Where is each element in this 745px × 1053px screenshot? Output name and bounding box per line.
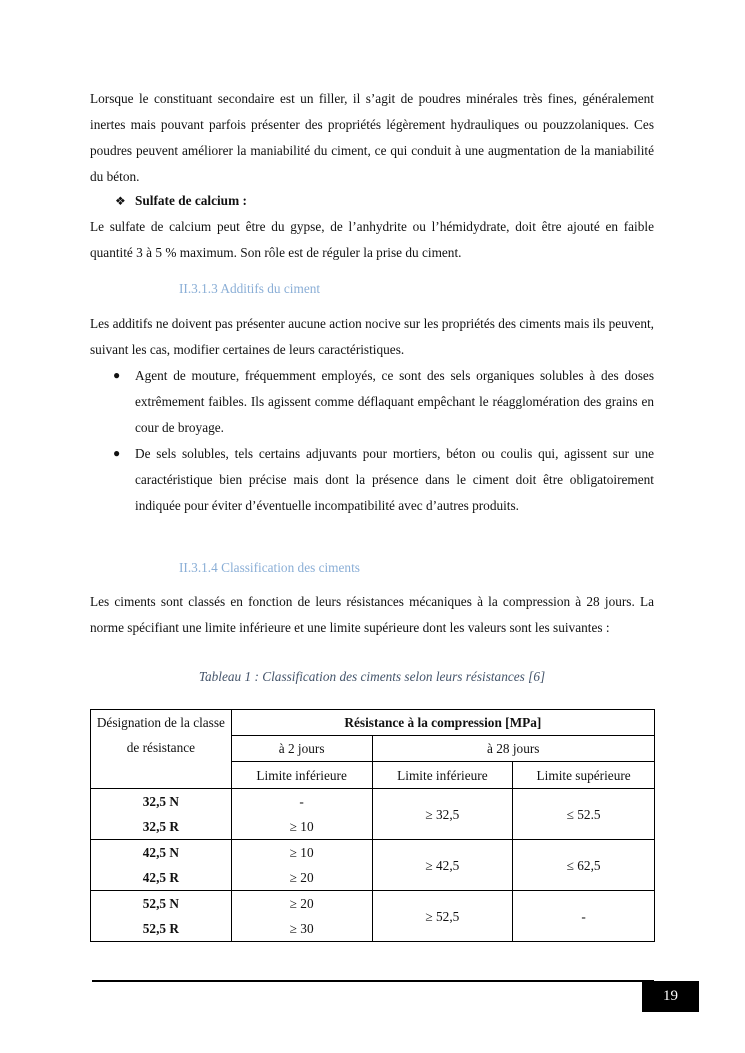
header-2-jours: à 2 jours [231,736,372,762]
paragraph-sulfate: Le sulfate de calcium peut être du gypse, de l’anhydrite ou l’hémidydrate, doit être ajouté en faible quantité 3 à 5 % maximum. Son rôle est de réguler la prise du ciment. [90,219,654,260]
cell-2-jours: - ≥ 10 [231,789,372,840]
heading-classification: II.3.1.4 Classification des ciments [179,560,360,575]
paragraph-additifs: Les additifs ne doivent pas présenter aucune action nocive sur les propriétés des ciments mais ils peuvent, suivant les cas, modifier certaines de leurs caractéristiques. [90,316,654,357]
cell-sup-28: ≤ 52.5 [513,789,655,840]
list-item: Agent de mouture, fréquemment employés, ce sont des sels organiques solubles à des doses extrêmement faibles. Ils agissent comme déflaquant empêchant le réagglomération des grains en cour de broyage. [135,368,654,435]
table-caption: Tableau 1 : Classification des ciments selon leurs résistances [6] [198,669,546,684]
cell-inf-28: ≥ 42,5 [372,840,513,891]
list-item: De sels solubles, tels certains adjuvants pour mortiers, béton ou coulis qui, agissent sur une caractéristique bien précise mais dont la présence dans le ciment doit être obligatoirement indiquée pour éviter d’éventuelle incompatibilité avec d’autres produits. [135,446,654,513]
diamond-bullet-icon: ❖ [115,194,126,208]
cell-inf-28: ≥ 52,5 [372,891,513,942]
cell-2-jours: ≥ 20 ≥ 30 [231,891,372,942]
paragraph-classification: Les ciments sont classés en fonction de leurs résistances mécaniques à la compression à 28 jours. La norme spécifiant une limite inférieure et une limite supérieure dont les valeurs sont les suivantes : [90,594,654,635]
sulfate-heading: ❖ Sulfate de calcium : [115,193,247,208]
header-designation: Désignation de la classe de résistance [91,710,232,789]
table-row [91,840,655,891]
cell-class: 52,5 N 52,5 R [91,891,232,942]
cell-class: 32,5 N 32,5 R [91,789,232,840]
header-limite-superieure-28j: Limite supérieure [513,762,655,789]
heading-additifs: II.3.1.3 Additifs du ciment [179,281,321,296]
paragraph-filler: Lorsque le constituant secondaire est un filler, il s’agit de poudres minérales très fines, généralement inertes mais pouvant parfois présenter des propriétés légèrement hydrauliques ou pouzzolaniques. Ces poudres peuvent améliorer la maniabilité du ciment, ce qui conduit à une augmentation de la maniabilité du béton. [90,91,654,184]
table-row [91,891,655,942]
cell-sup-28: - [513,891,655,942]
bullet-icon: ● [113,368,121,382]
classification-table [90,709,655,942]
table-row [91,789,655,840]
cell-2-jours: ≥ 10 ≥ 20 [231,840,372,891]
bullet-icon: ● [113,446,121,460]
header-limite-inferieure-2j: Limite inférieure [231,762,372,789]
cell-sup-28: ≤ 62,5 [513,840,655,891]
header-limite-inferieure-28j: Limite inférieure [372,762,513,789]
cell-inf-28: ≥ 32,5 [372,789,513,840]
header-28-jours: à 28 jours [372,736,655,762]
header-resistance: Résistance à la compression [MPa] [231,710,654,736]
footer-divider [92,980,654,982]
cell-class: 42,5 N 42,5 R [91,840,232,891]
page-number: 19 [642,981,699,1012]
